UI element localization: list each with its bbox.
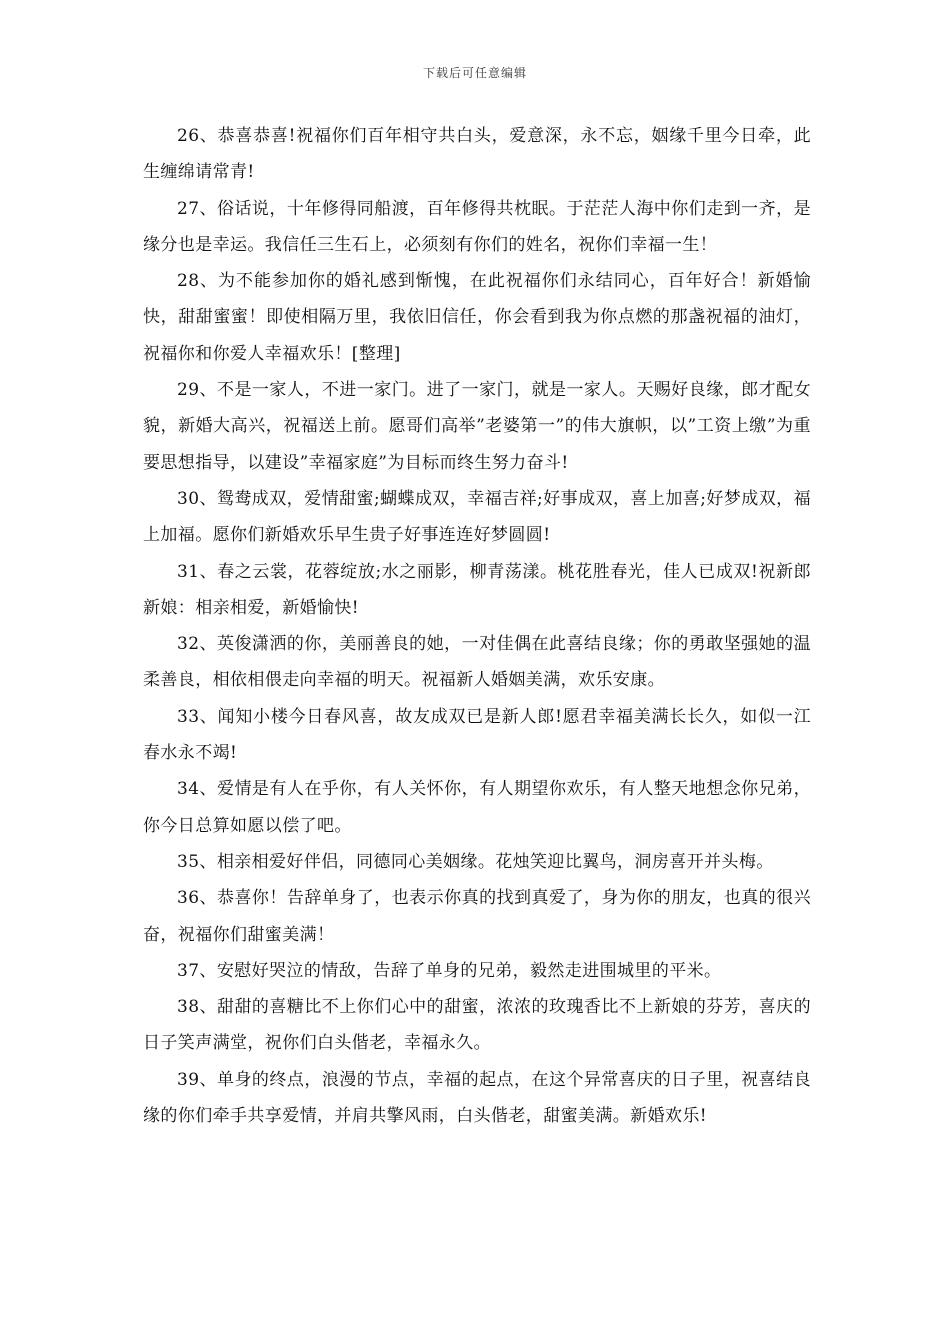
paragraph-32: 32、英俊潇洒的你，美丽善良的她，一对佳偶在此喜结良缘；你的勇敢坚强她的温柔善良，相依相偎走向幸福的明天。祝福新人婚姻美满，欢乐安康。 [143,634,811,691]
paragraph-27: 27、俗话说，十年修得同船渡，百年修得共枕眠。于茫茫人海中你们走到一齐，是缘分也是幸运。我信任三生石上，必须刻有你们的姓名，祝你们幸福一生！ [143,198,811,255]
paragraph-37: 37、安慰好哭泣的情敌，告辞了单身的兄弟，毅然走进围城里的平米。 [177,960,722,981]
paragraph-28: 28、为不能参加你的婚礼感到惭愧，在此祝福你们永结同心，百年好合！新婚愉快，甜甜蜜蜜！即使相隔万里，我依旧信任，你会看到我为你点燃的那盏祝福的油灯，祝福你和你爱人幸福欢乐！[整理] [143,271,811,364]
document-body [143,118,811,1134]
paragraph-34: 34、爱情是有人在乎你，有人关怀你，有人期望你欢乐，有人整天地想念你兄弟，你今日总算如愿以偿了吧。 [143,779,811,836]
paragraph-35: 35、相亲相爱好伴侣，同德同心美姻缘。花烛笑迎比翼鸟，洞房喜开并头梅。 [177,851,774,872]
paragraph-30: 30、鸳鸯成双，爱情甜蜜;蝴蝶成双，幸福吉祥;好事成双，喜上加喜;好梦成双，福上加福。愿你们新婚欢乐早生贵子好事连连好梦圆圆! [143,488,811,546]
page-header: 下载后可任意编辑 [422,66,527,80]
paragraph-33: 33、闻知小楼今日春风喜，故友成双已是新人郎!愿君幸福美满长长久，如似一江春水永不竭! [143,706,811,764]
paragraph-36: 36、恭喜你！告辞单身了，也表示你真的找到真爱了，身为你的朋友，也真的很兴奋，祝福你们甜蜜美满！ [143,888,811,945]
paragraph-29: 29、不是一家人，不进一家门。进了一家门，就是一家人。天赐好良缘，郎才配女貌，新婚大高兴，祝福送上前。愿哥们高举”老婆第一”的伟大旗帜，以”工资上缴”为重要思想指导，以建设”幸福家庭”为目标而终生努力奋斗! [143,380,811,473]
paragraph-26: 26、恭喜恭喜!祝福你们百年相守共白头，爱意深，永不忘，姻缘千里今日牵，此生缠绵请常青! [143,126,811,183]
paragraph-31: 31、春之云裳，花蓉绽放;水之丽影，柳青荡漾。桃花胜春光，佳人已成双!祝新郎新娘：相亲相爱，新婚愉快! [143,561,811,618]
paragraph-38: 38、甜甜的喜糖比不上你们心中的甜蜜，浓浓的玫瑰香比不上新娘的芬芳，喜庆的日子笑声满堂，祝你们白头偕老，幸福永久。 [143,997,811,1054]
paragraph-39: 39、单身的终点，浪漫的节点，幸福的起点，在这个异常喜庆的日子里，祝喜结良缘的你们牵手共享爱情，并肩共擎风雨，白头偕老，甜蜜美满。新婚欢乐! [143,1069,811,1127]
